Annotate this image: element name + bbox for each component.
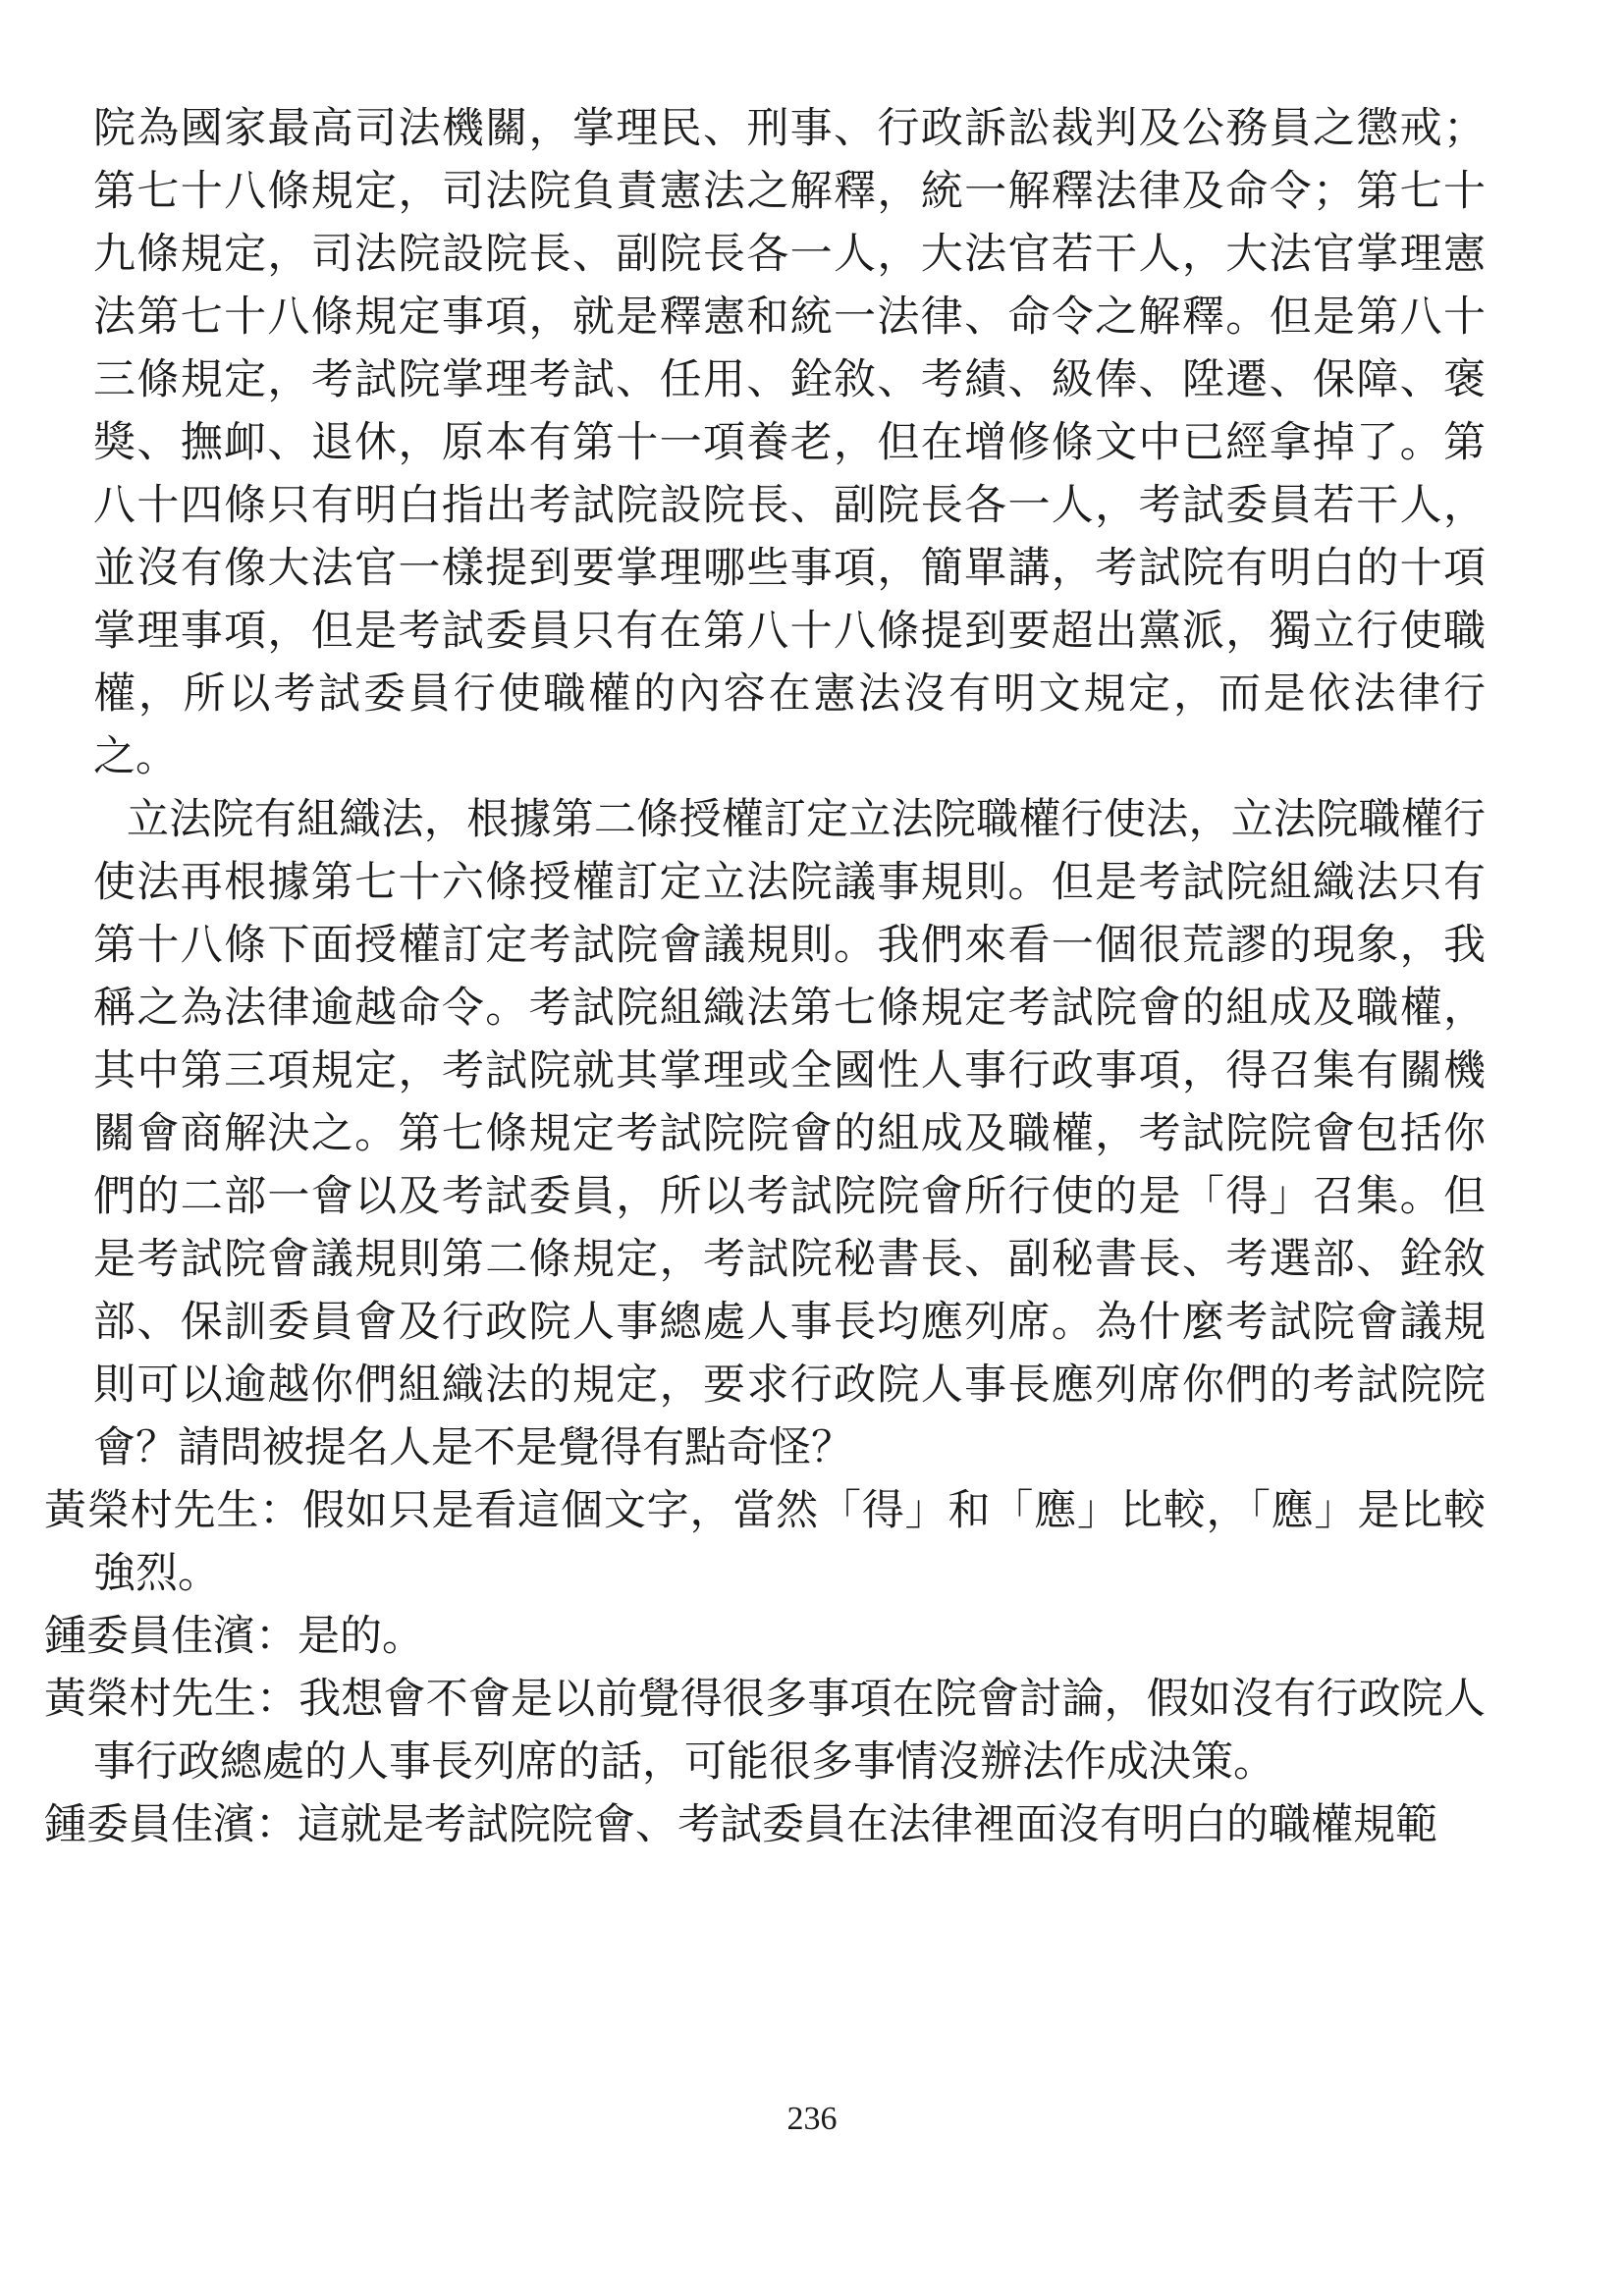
speech-paragraph-huang: 黃榮村先生：我想會不會是以前覺得很多事項在院會討論，假如沒有行政院人事行政總處的人事長列席的話，可能很多事情沒辦法作成決策。 [44,1677,1486,1786]
speech-paragraph-chung: 鍾委員佳濱：這就是考試院院會、考試委員在法律裡面沒有明白的職權規範 [44,1802,1437,1848]
speech-paragraph-chung: 鍾委員佳濱：是的。 [44,1614,424,1660]
quote-paragraph-continuation: 院為國家最高司法機關，掌理民、刑事、行政訴訟裁判及公務員之懲戒；第七十八條規定，司法院負責憲法之解釋，統一解釋法律及命令；第七十九條規定，司法院設院長、副院長各一人，大法官若干人，大法官掌理憲法第七十八條規定事項，就是釋憲和統一法律、命令之解釋。但是第八十三條規定，考試院掌理考試、任用、銓敘、考績、級俸、陞遷、保障、褒獎、撫卹、退休，原本有第十一項養老，但在增修條文中已經拿掉了。第八十四條只有明白指出考試院設院長、副院長各一人，考試委員若干人，並沒有像大法官一樣提到要掌理哪些事項，簡單講，考試院有明白的十項掌理事項，但是考試委員只有在第八十八條提到要超出黨派，獨立行使職權，所以考試委員行使職權的內容在憲法沒有明文規定，而是依法律行之。 [93,106,1486,780]
page-content [44,98,1486,1857]
quote-paragraph: 立法院有組織法，根據第二條授權訂定立法院職權行使法，立法院職權行使法再根據第七十六條授權訂定立法院議事規則。但是考試院組織法只有第十八條下面授權訂定考試院會議規則。我們來看一個很荒謬的現象，我稱之為法律逾越命令。考試院組織法第七條規定考試院會的組成及職權，其中第三項規定，考試院就其掌理或全國性人事行政事項，得召集有關機關會商解決之。第七條規定考試院院會的組成及職權，考試院院會包括你們的二部一會以及考試委員，所以考試院院會所行使的是「得」召集。但是考試院會議規則第二條規定，考試院秘書長、副秘書長、考選部、銓敘部、保訓委員會及行政院人事總處人事長均應列席。為什麼考試院會議規則可以逾越你們組織法的規定，要求行政院人事長應列席你們的考試院院會？請問被提名人是不是覺得有點奇怪？ [93,797,1486,1471]
page-number: 236 [786,2101,838,2137]
speech-paragraph-huang: 黃榮村先生：假如只是看這個文字，當然「得」和「應」比較，「應」是比較強烈。 [44,1488,1486,1597]
